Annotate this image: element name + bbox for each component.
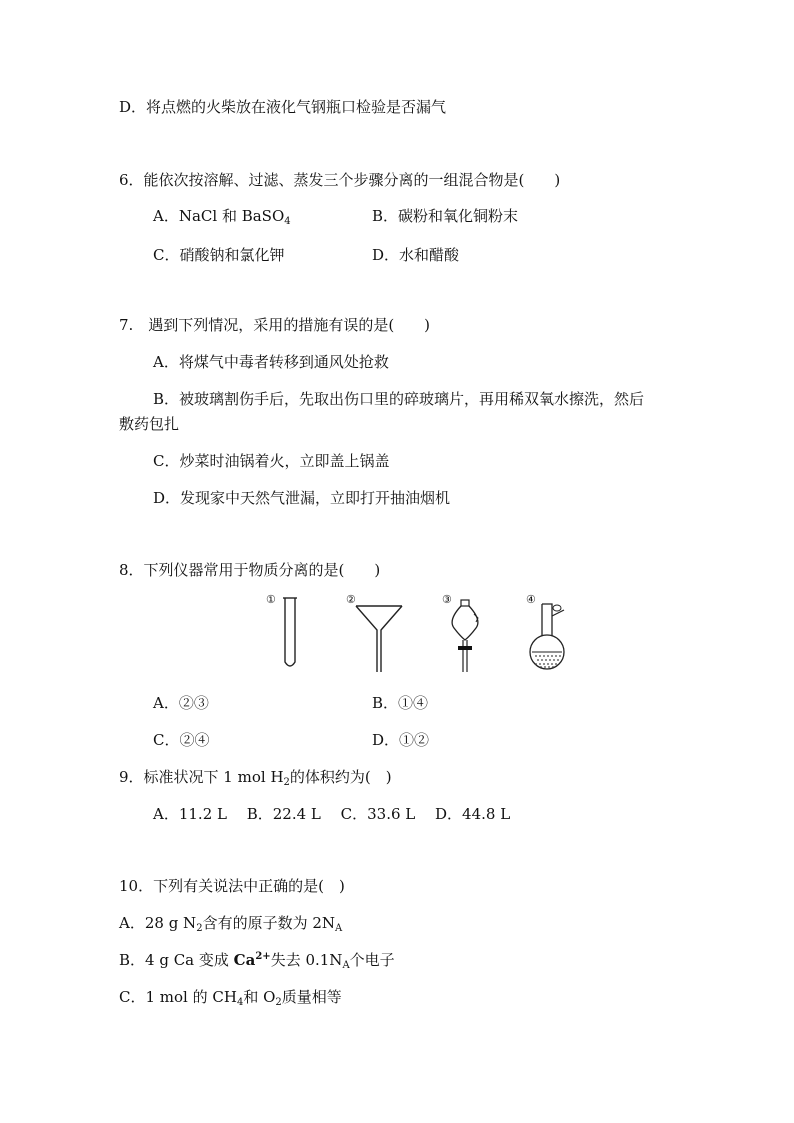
q6-option-c: C．硝酸钠和氯化钾 xyxy=(153,246,285,264)
q7-option-a: A．将煤气中毒者转移到通风处抢救 xyxy=(153,353,389,371)
q6-option-b: B．碳粉和氧化铜粉末 xyxy=(372,207,519,225)
q7-option-c: C．炒菜时油锅着火，立即盖上锅盖 xyxy=(153,452,390,470)
q9-options: A．11.2 L B．22.4 L C．33.6 L D．44.8 L xyxy=(153,805,511,823)
apparatus-4 xyxy=(524,594,594,674)
q8-option-a: A．②③ xyxy=(153,694,209,712)
q7-option-d: D．发现家中天然气泄漏，立即打开抽油烟机 xyxy=(153,489,451,507)
q6-option-d: D．水和醋酸 xyxy=(372,246,460,264)
q7-option-b-line1: B．被玻璃割伤手后，先取出伤口里的碎玻璃片，再用稀双氧水擦洗，然后 xyxy=(153,390,645,408)
apparatus-3 xyxy=(440,594,500,674)
apparatus-2-label: ② xyxy=(346,593,356,606)
q8-option-b: B．①④ xyxy=(372,694,429,712)
calcium-ion: Ca xyxy=(233,951,256,969)
q6-stem: 6．能依次按溶解、过滤、蒸发三个步骤分离的一组混合物是( ) xyxy=(119,171,561,189)
q5-option-d: D．将点燃的火柴放在液化气钢瓶口检验是否漏气 xyxy=(119,98,447,116)
distillation-flask-icon xyxy=(524,594,594,674)
q9-stem: 9．标准状况下 1 mol $H_2$的体积约为( ) xyxy=(119,768,392,788)
separatory-funnel-icon xyxy=(440,594,500,674)
apparatus-4-label: ④ xyxy=(526,593,536,606)
test-tube-icon xyxy=(262,594,322,674)
q8-stem: 8．下列仪器常用于物质分离的是( ) xyxy=(119,561,381,579)
q10-option-a: A．28 g $N_2$含有的原子数为 $2N_A$ xyxy=(119,914,343,934)
q8-option-d: D．①② xyxy=(372,731,430,749)
q7-option-b-line2: 敷药包扎 xyxy=(119,415,180,433)
q6-option-a: A．NaCl 和 BaSO$_4$ xyxy=(153,207,291,227)
funnel-icon xyxy=(342,594,412,674)
apparatus-3-label: ③ xyxy=(442,593,452,606)
q10-option-c: C．1 mol 的 $CH_4$和 $O_2$质量相等 xyxy=(119,988,342,1008)
q10-stem: 10．下列有关说法中正确的是( ) xyxy=(119,877,345,895)
q8-option-c: C．②④ xyxy=(153,731,210,749)
q7-stem: 7. 遇到下列情况，采用的措施有误的是( ) xyxy=(119,316,431,334)
apparatus-2 xyxy=(342,594,412,674)
apparatus-1-label: ① xyxy=(266,593,276,606)
apparatus-1 xyxy=(262,594,322,674)
q10-option-b: B．4 g Ca 变成 $Ca^{2+}$失去 $0.1N_A$个电子 xyxy=(119,951,395,971)
